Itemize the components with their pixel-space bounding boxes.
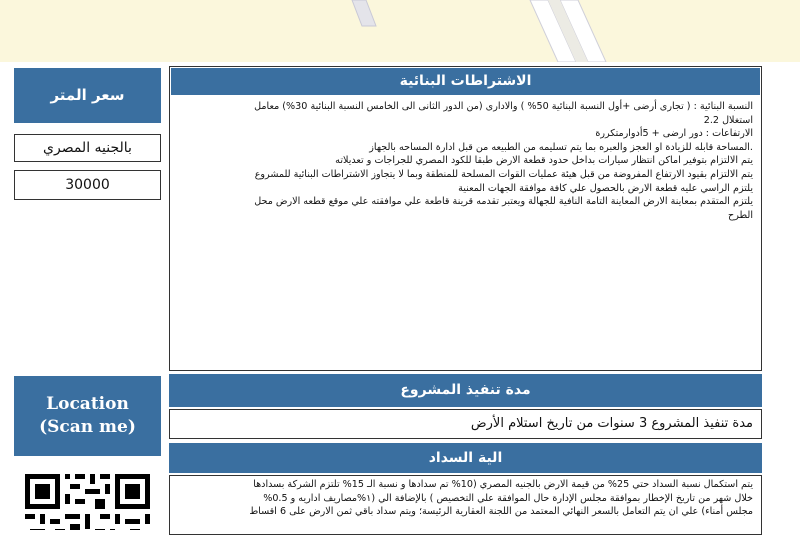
condition-line: النسبة البنائية : ( تجارى أرضى +أول النسبة البنائية 50% ) والادارى (من الدور الثانى الى الخامس النسبة البنائية 30%) معامل	[254, 101, 753, 112]
price-header	[14, 68, 161, 123]
map-roads-graphic	[0, 0, 800, 62]
conditions-header	[171, 68, 760, 95]
location-qr-code[interactable]	[25, 474, 150, 530]
condition-line: الارتفاعات : دور ارضى + 5أدوارمتكررة	[595, 128, 753, 140]
payment-line: خلال شهر من تاريخ الإخطار بموافقة مجلس الإدارة حال الموافقة علي التخصيص ) بالإضافة الي (١%مصاريف اداريه و 0.5%	[263, 492, 753, 504]
qr-code-graphic	[25, 474, 150, 530]
payment-title: الية السداد	[428, 450, 503, 466]
map-image	[0, 0, 800, 62]
location-header	[14, 376, 161, 456]
condition-line: .المساحة قابله للزيادة او العجز والعبره بما يتم تسليمه من الطبيعه من قبل ادارة المساحه بالجهاز	[369, 141, 753, 153]
scan-me-label: (Scan me)	[39, 417, 136, 437]
duration-text: مدة تنفيذ المشروع 3 سنوات من تاريخ استلام الأرض	[470, 416, 753, 431]
payment-line: يتم استكمال نسبة السداد حتي 25% من قيمة الارض بالجنيه المصري (10% تم سدادها و نسبة الـ 15% تلتزم الشركة بسدادها	[253, 479, 753, 490]
condition-line: يلتزم الراسي عليه قطعة الارض بالحصول علي كافة موافقة الجهات المعنية	[458, 182, 753, 194]
location-label: Location	[46, 394, 129, 414]
conditions-panel	[169, 66, 762, 371]
currency-box	[14, 134, 161, 162]
price-title: سعر المتر	[50, 86, 125, 104]
price-value: 30000	[65, 177, 110, 193]
conditions-title: الاشتراطات البنائية	[399, 73, 532, 89]
condition-line: الطرح	[728, 209, 753, 221]
price-value-box	[14, 170, 161, 200]
payment-header	[169, 443, 762, 473]
condition-line: يتم الالتزام بقيود الارتفاع المفروضة من قبل هيئة عمليات القوات المسلحة للمنطقة وبما لا يتجاوز الاشتراطات البنائية للمشروع	[254, 168, 753, 180]
duration-header	[169, 374, 762, 407]
condition-line: يلتزم المتقدم بمعاينة الارض المعاينة التامة النافية للجهالة ويعتبر تقدمه قرينة قاطعة علي موافقته علي موقع قطعه الارض محل	[254, 196, 753, 208]
conditions-body	[170, 96, 761, 222]
condition-line: يتم الالتزام بتوفير اماكن انتظار سيارات بداخل حدود قطعة الارض طبقا للكود المصري للجراجات و تعديلاته	[335, 155, 753, 167]
duration-title: مدة تنفيذ المشروع	[400, 382, 531, 398]
duration-box	[169, 409, 762, 439]
condition-line: استغلال 2.2	[703, 114, 753, 126]
payment-line: مجلس أمناء) علي ان يتم التعامل بالسعر النهائي المعتمد من اللجنة العقارية الرئيسة؛ ويتم سداد باقي ثمن الارض على 6 اقساط	[249, 506, 753, 518]
payment-box	[169, 475, 762, 535]
currency-label: بالجنيه المصري	[43, 140, 132, 156]
